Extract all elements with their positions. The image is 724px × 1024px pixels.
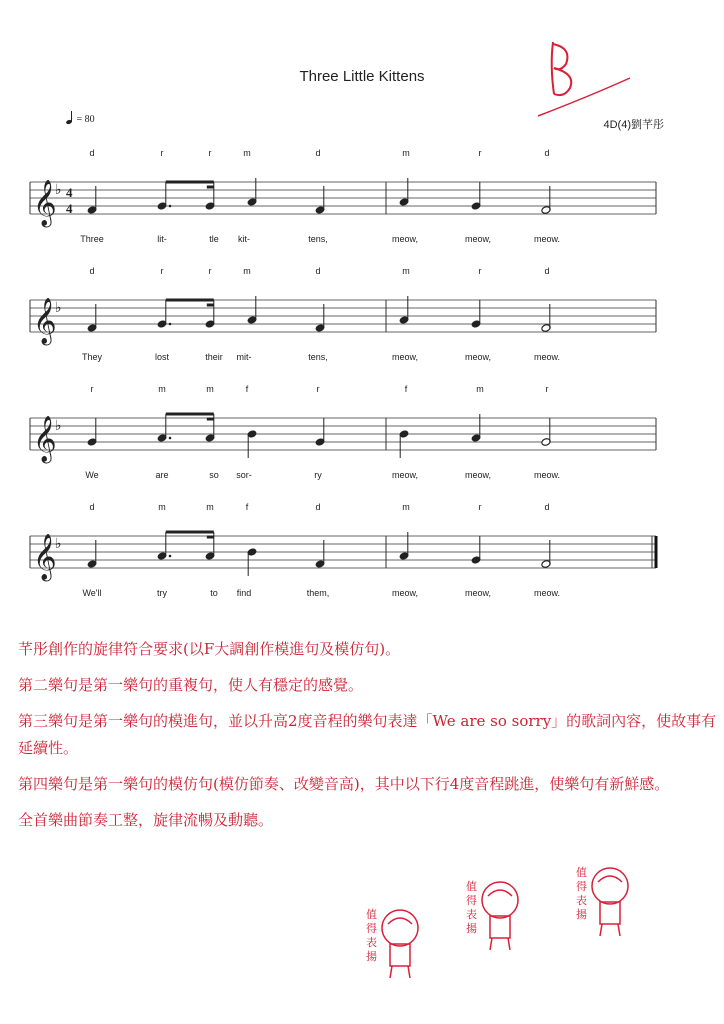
solfa-syllable: r xyxy=(160,148,164,158)
lyric-syllable: their xyxy=(205,352,223,362)
lyric-syllable: ry xyxy=(314,470,322,480)
comment-line: 第二樂句是第一樂句的重複句，使人有穩定的感覺。 xyxy=(18,676,364,694)
lyric-syllable: to xyxy=(210,588,218,598)
comment-line: 全首樂曲節奏工整，旋律流暢及動聽。 xyxy=(18,811,274,829)
lyric-syllable: lit- xyxy=(157,234,167,244)
solfa-syllable: d xyxy=(89,502,95,512)
solfa-syllable: r xyxy=(160,266,164,276)
svg-text:揚: 揚 xyxy=(466,922,477,935)
lyric-syllable: We'll xyxy=(82,588,102,598)
flat-key-signature-icon: ♭ xyxy=(55,182,62,198)
lyric-syllable: meow. xyxy=(533,470,561,480)
teacher-comments xyxy=(18,636,718,843)
lyric-syllable: are xyxy=(155,470,169,480)
flat-key-signature-icon: ♭ xyxy=(55,300,62,316)
svg-text:表: 表 xyxy=(366,936,377,949)
treble-clef-icon: 𝄞 xyxy=(33,180,57,226)
svg-text:得: 得 xyxy=(366,922,377,935)
dot xyxy=(169,205,172,208)
solfa-syllable: r xyxy=(478,266,482,276)
solfa-syllable: d xyxy=(544,148,550,158)
svg-text:得: 得 xyxy=(576,880,587,893)
time-signature-top: 4 xyxy=(66,185,73,200)
solfa-syllable: d xyxy=(544,266,550,276)
solfa-syllable: r xyxy=(208,148,212,158)
lyric-syllable: meow, xyxy=(464,470,492,480)
solfa-syllable: d xyxy=(89,266,95,276)
svg-text:值: 值 xyxy=(366,908,377,921)
lyric-syllable: try xyxy=(157,588,167,598)
composer-label: 4D(4)劉芊彤 xyxy=(603,119,664,131)
solfa-syllable: r xyxy=(316,384,320,394)
lyric-syllable: tens, xyxy=(308,234,328,244)
lyric-syllable: tle xyxy=(209,234,219,244)
solfa-syllable: m xyxy=(402,502,410,512)
svg-text:揚: 揚 xyxy=(366,950,377,963)
lyric-syllable: sor- xyxy=(236,470,252,480)
solfa-syllable: d xyxy=(315,148,321,158)
time-signature-bottom: 4 xyxy=(66,201,73,216)
lyric-syllable: meow. xyxy=(533,588,561,598)
treble-clef-icon: 𝄞 xyxy=(33,416,57,462)
solfa-syllable: m xyxy=(206,384,214,394)
staff-system xyxy=(0,148,724,258)
comment-line: 第四樂句是第一樂句的模仿句(模仿節奏、改變音高)，其中以下行4度音程跳進，使樂句有新鮮感。 xyxy=(18,775,670,793)
solfa-syllable: r xyxy=(478,502,482,512)
lyric-syllable: mit- xyxy=(236,352,252,362)
lyric-syllable: meow. xyxy=(533,352,561,362)
lyric-syllable: meow, xyxy=(464,234,492,244)
lyric-syllable: meow, xyxy=(391,352,419,362)
dot xyxy=(169,437,172,440)
staff-system xyxy=(0,266,724,376)
lyric-syllable: them, xyxy=(306,588,330,598)
solfa-syllable: m xyxy=(402,266,410,276)
tempo-text: = 80 xyxy=(76,114,95,125)
praise-stamp xyxy=(366,907,418,978)
solfa-syllable: m xyxy=(243,148,251,158)
treble-clef-icon: 𝄞 xyxy=(33,298,57,344)
lyric-syllable: so xyxy=(209,470,219,480)
lyric-syllable: meow, xyxy=(391,588,419,598)
svg-text:表: 表 xyxy=(576,894,587,907)
lyric-syllable: They xyxy=(81,352,103,362)
lyric-syllable: Three xyxy=(80,234,104,244)
solfa-syllable: r xyxy=(90,384,94,394)
praise-stamp xyxy=(576,865,628,936)
praise-stamps xyxy=(350,860,670,980)
solfa-syllable: r xyxy=(478,148,482,158)
svg-text:值: 值 xyxy=(576,866,587,879)
staff xyxy=(0,404,724,474)
solfa-syllable: f xyxy=(245,502,249,512)
solfa-syllable: m xyxy=(158,384,166,394)
svg-text:表: 表 xyxy=(466,908,477,921)
solfa-syllable: f xyxy=(404,384,408,394)
song-title: Three Little Kittens xyxy=(299,68,425,85)
lyric-syllable: tens, xyxy=(308,352,328,362)
staff xyxy=(0,286,724,356)
staff xyxy=(0,168,724,238)
dot xyxy=(169,323,172,326)
solfa-syllable: d xyxy=(89,148,95,158)
lyric-syllable: We xyxy=(85,470,99,480)
praise-stamp xyxy=(466,879,518,950)
solfa-syllable: m xyxy=(158,502,166,512)
solfa-syllable: r xyxy=(545,384,549,394)
solfa-syllable: d xyxy=(544,502,550,512)
lyric-syllable: lost xyxy=(154,352,170,362)
lyric-syllable: meow, xyxy=(391,470,419,480)
lyric-syllable: meow, xyxy=(464,588,492,598)
staff xyxy=(0,522,724,592)
comment-line: 芊彤創作的旋律符合要求(以F大調創作模進句及模仿句)。 xyxy=(18,640,401,658)
solfa-syllable: d xyxy=(315,502,321,512)
flat-key-signature-icon: ♭ xyxy=(55,536,62,552)
solfa-syllable: f xyxy=(245,384,249,394)
lyric-syllable: find xyxy=(236,588,252,598)
dot xyxy=(169,555,172,558)
lyric-syllable: meow. xyxy=(533,234,561,244)
comment-line: 第三樂句是第一樂句的模進句，並以升高2度音程的樂句表達「We are so sorry」的歌詞內容，使故事有延續性。 xyxy=(18,712,717,757)
solfa-syllable: r xyxy=(208,266,212,276)
solfa-syllable: m xyxy=(206,502,214,512)
tempo-marking xyxy=(66,112,95,125)
staff-system xyxy=(0,502,724,612)
solfa-syllable: m xyxy=(476,384,484,394)
flat-key-signature-icon: ♭ xyxy=(55,418,62,434)
solfa-syllable: d xyxy=(315,266,321,276)
treble-clef-icon: 𝄞 xyxy=(33,534,57,580)
staff-system xyxy=(0,384,724,494)
solfa-syllable: m xyxy=(402,148,410,158)
svg-text:值: 值 xyxy=(466,880,477,893)
solfa-syllable: m xyxy=(243,266,251,276)
lyric-syllable: meow, xyxy=(391,234,419,244)
svg-text:揚: 揚 xyxy=(576,908,587,921)
quarter-note-icon xyxy=(66,112,74,124)
lyric-syllable: meow, xyxy=(464,352,492,362)
lyric-syllable: kit- xyxy=(238,234,250,244)
grade-mark xyxy=(520,36,640,126)
svg-text:得: 得 xyxy=(466,894,477,907)
